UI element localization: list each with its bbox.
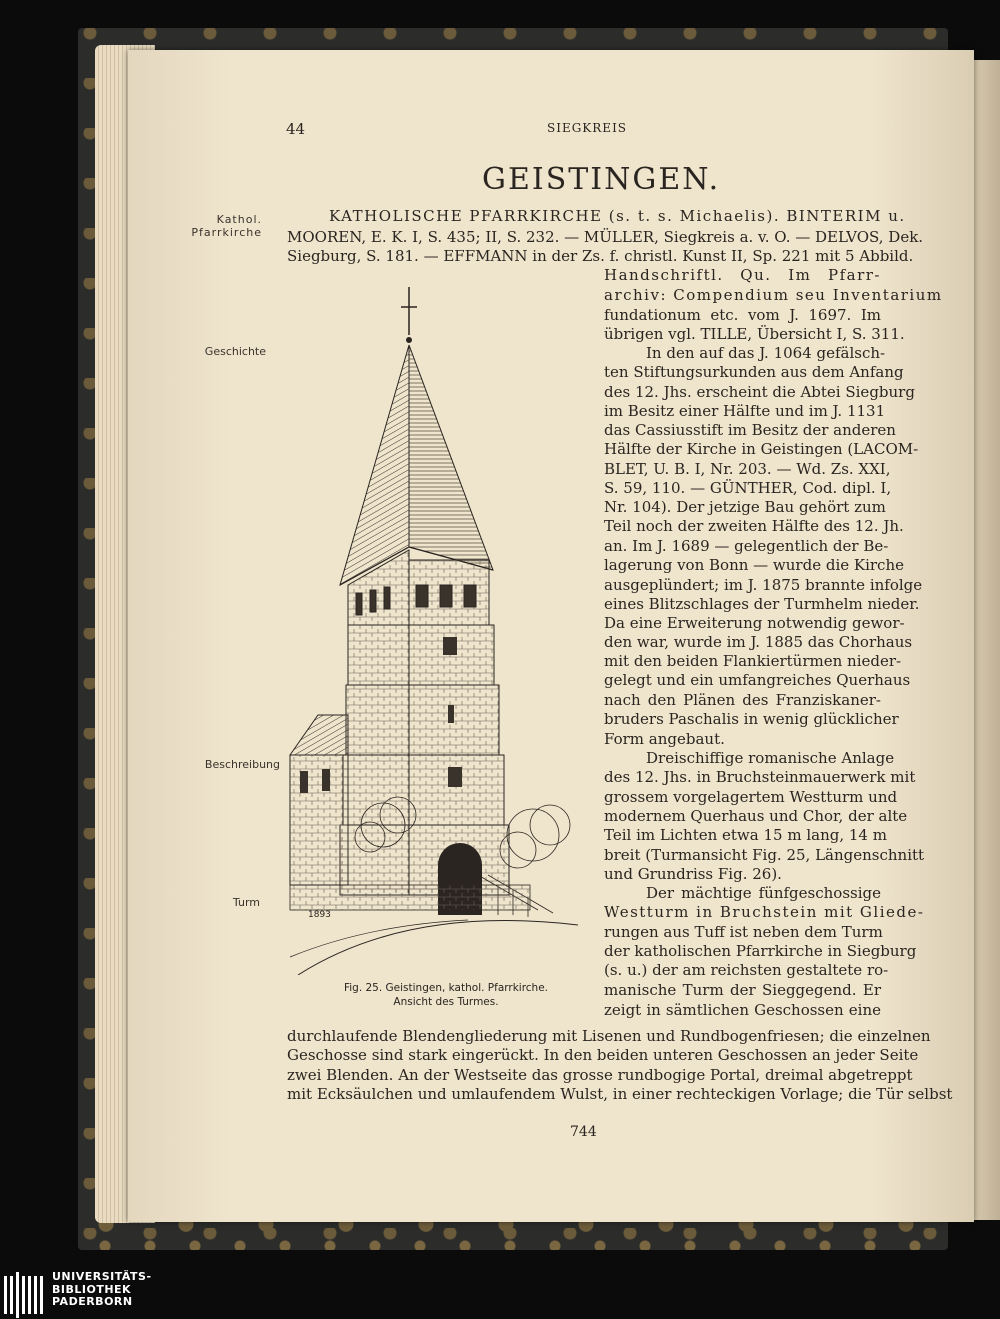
figure-year-mark: 1893 <box>308 910 331 920</box>
text-line: und Grundriss Fig. 26). <box>604 865 782 883</box>
text-line: breit (Turmansicht Fig. 25, Längenschnitt <box>604 846 925 864</box>
figure-caption-line: Ansicht des Turmes. <box>393 996 499 1008</box>
text-line: Handschriftl. Qu. Im Pfarr- <box>604 266 881 284</box>
library-logo-text <box>52 1271 152 1309</box>
text-line: durchlaufende Blendengliederung mit Lisenen und Rundbogenfriesen; die einzelnen <box>287 1027 931 1045</box>
text-line: das Cassiusstift im Besitz der anderen <box>604 421 896 439</box>
logo-line: UNIVERSITÄTS- <box>52 1270 152 1283</box>
library-logo-icon <box>4 1272 48 1318</box>
text-line: Siegburg, S. 181. — EFFMANN in der Zs. f. christl. Kunst II, Sp. 221 mit 5 Abbild. <box>287 247 914 265</box>
church-tower-illustration <box>288 285 582 975</box>
text-line: an. Im J. 1689 — gelegentlich der Be- <box>604 537 889 555</box>
logo-line: PADERBORN <box>52 1295 133 1308</box>
text-line: grossem vorgelagertem Westturm und <box>604 788 898 806</box>
text-line: Geschosse sind stark eingerückt. In den beiden unteren Geschossen an jeder Seite <box>287 1046 919 1064</box>
text-line: manische Turm der Sieggegend. Er <box>604 981 881 999</box>
text-line: mit Ecksäulchen und umlaufendem Wulst, in einer rechteckigen Vorlage; die Tür selbst <box>287 1085 953 1103</box>
text-line: zwei Blenden. An der Westseite das grosse rundbogige Portal, dreimal abgetreppt <box>287 1066 913 1084</box>
text-line: ten Stiftungsurkunden aus dem Anfang <box>604 363 904 381</box>
facing-page-edge <box>972 60 1000 1220</box>
text-line: Nr. 104). Der jetzige Bau gehört zum <box>604 498 886 516</box>
text-line: Westturm in Bruchstein mit Gliede- <box>604 903 925 921</box>
text-line: modernem Querhaus und Chor, der alte <box>604 807 908 825</box>
text-line: (s. u.) der am reichsten gestaltete ro- <box>604 961 889 979</box>
text-line: BLET, U. B. I, Nr. 203. — Wd. Zs. XXI, <box>604 460 891 478</box>
text-line: zeigt in sämtlichen Geschossen eine <box>604 1001 881 1019</box>
margin-note-line: Kathol. <box>216 213 262 226</box>
margin-note-turm: Turm <box>232 896 260 909</box>
margin-note-line: Pfarrkirche <box>191 226 262 239</box>
figure-caption-line: Fig. 25. Geistingen, kathol. Pfarrkirche. <box>343 982 549 994</box>
text-line: S. 59, 110. — GÜNTHER, Cod. dipl. I, <box>604 479 892 497</box>
text-line: bruders Paschalis in wenig glücklicher <box>604 710 899 728</box>
text-line: der katholischen Pfarrkirche in Siegburg <box>604 942 917 960</box>
text-line: übrigen vgl. TILLE, Übersicht I, S. 311. <box>604 325 905 343</box>
logo-line: BIBLIOTHEK <box>52 1282 132 1296</box>
text-line: lagerung von Bonn — wurde die Kirche <box>604 556 904 574</box>
margin-note-geschichte: Geschichte <box>204 345 266 358</box>
text-line: des 12. Jhs. in Bruchsteinmauerwerk mit <box>604 768 916 786</box>
text-line: rungen aus Tuff ist neben dem Turm <box>604 923 883 941</box>
margin-note-pfarrkirche <box>190 213 262 239</box>
text-line: den war, wurde im J. 1885 das Chorhaus <box>604 633 913 651</box>
text-line: Teil noch der zweiten Hälfte des 12. Jh. <box>604 517 904 535</box>
text-line: archiv: Compendium seu Inventarium <box>604 286 943 304</box>
text-line: KATHOLISCHE PFARRKIRCHE (s. t. s. Michaelis). BINTERIM u. <box>329 207 906 225</box>
text-line: des 12. Jhs. erscheint die Abtei Siegburg <box>604 383 915 401</box>
text-line: In den auf das J. 1064 gefälsch- <box>646 344 886 362</box>
text-line: fundationum etc. vom J. 1697. Im <box>604 306 881 324</box>
text-line: mit den beiden Flankiertürmen nieder- <box>604 652 902 670</box>
figure-caption <box>322 981 570 1009</box>
page-title: GEISTINGEN. <box>482 162 721 197</box>
text-line: ausgeplündert; im J. 1875 brannte infolge <box>604 576 923 594</box>
margin-note-beschreibung: Beschreibung <box>204 758 280 771</box>
page-number-top: 44 <box>286 120 306 138</box>
text-line: Dreischiffige romanische Anlage <box>646 749 895 767</box>
text-line: Teil im Lichten etwa 15 m lang, 14 m <box>604 826 887 844</box>
text-line: eines Blitzschlages der Turmhelm nieder. <box>604 595 920 613</box>
running-title: SIEGKREIS <box>547 121 628 135</box>
page-number-bottom: 744 <box>570 1124 597 1140</box>
text-line: im Besitz einer Hälfte und im J. 1131 <box>604 402 886 420</box>
text-line: Da eine Erweiterung notwendig gewor- <box>604 614 905 632</box>
text-line: nach den Plänen des Franziskaner- <box>604 691 881 709</box>
text-line: Der mächtige fünfgeschossige <box>646 884 881 902</box>
text-line: MOOREN, E. K. I, S. 435; II, S. 232. — MÜLLER, Siegkreis a. v. O. — DELVOS, Dek. <box>287 228 924 246</box>
text-line: Hälfte der Kirche in Geistingen (LACOM- <box>604 440 919 458</box>
text-line: gelegt und ein umfangreiches Querhaus <box>604 671 911 689</box>
text-line: Form angebaut. <box>604 730 725 748</box>
